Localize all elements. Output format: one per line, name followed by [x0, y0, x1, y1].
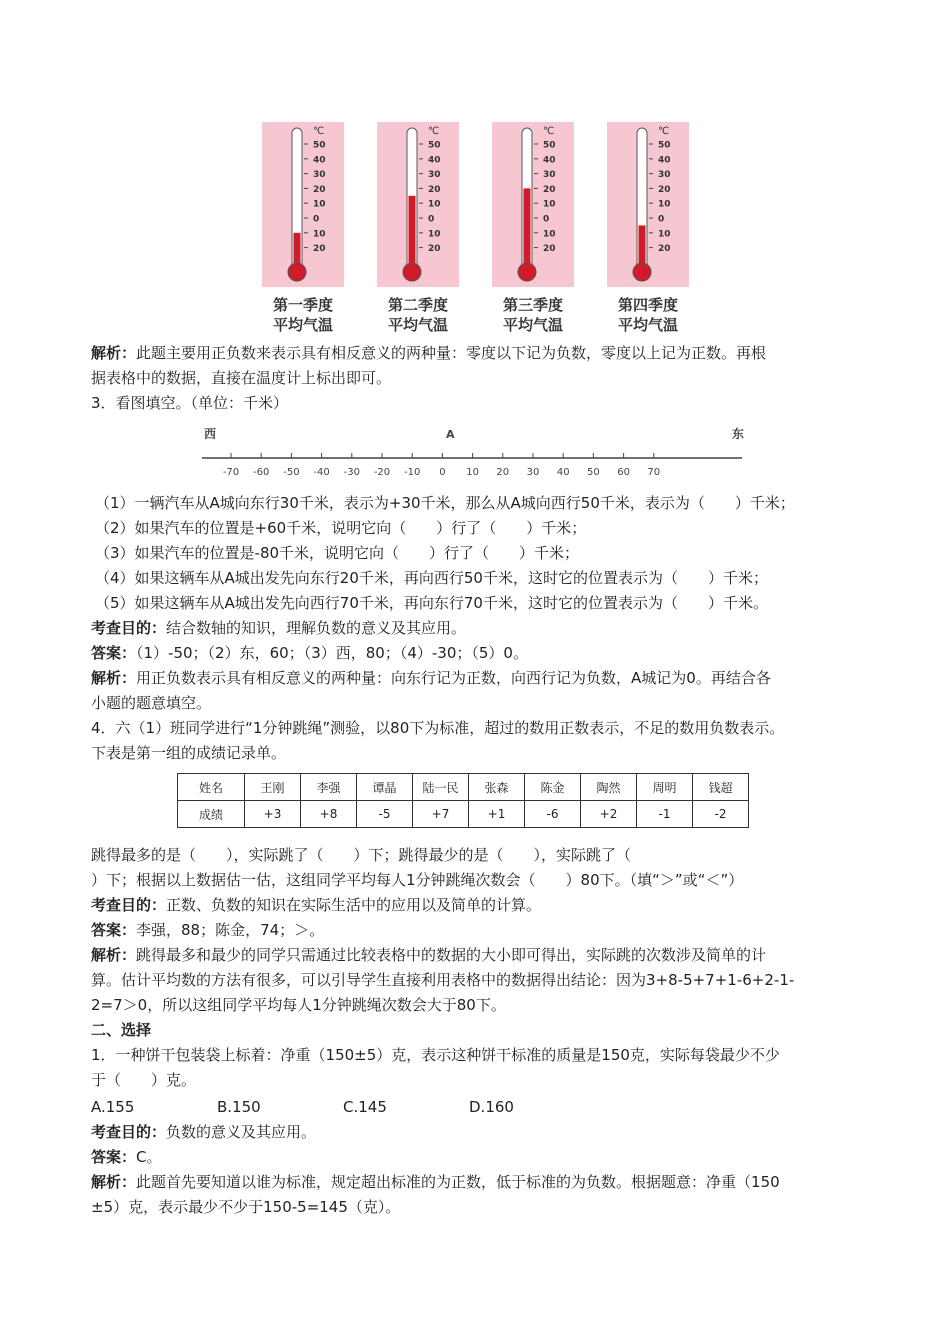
table-header-cell: 成绩: [178, 801, 245, 828]
label-answer: 答案：: [91, 644, 137, 662]
thermometer-tick-label: 0: [543, 214, 550, 225]
thermometer-tick-label: 20: [313, 184, 326, 195]
text: 用正负数表示具有相反意义的两种量：向东行记为正数，向西行记为负数，A城记为0。再结合各: [136, 669, 771, 687]
thermometer-tick-label: 40: [313, 155, 326, 166]
analysis-line: [91, 668, 771, 688]
number-line-tick-label: 0: [439, 467, 446, 478]
thermometer-unit: ℃: [313, 126, 325, 137]
question-3-5: （5）如果这辆车从A城出发先向西行70千米，再向东行70千米，这时它的位置表示为（ ）千米。: [95, 594, 768, 612]
text: C。: [136, 1148, 162, 1166]
label-analysis: 解析：: [91, 946, 137, 964]
text: （1）-50；（2）东，60；（3）西，80；（4）-30；（5）0。: [136, 644, 528, 662]
question-4-blank: 跳得最多的是（ ），实际跳了（ ）下；跳得最少的是（ ），实际跳了（: [91, 846, 632, 864]
question-4-blank: ）下；根据以上数据估一估，这组同学平均每人1分钟跳绳次数会（ ）80下。（填“＞”或“＜”）: [91, 871, 744, 889]
answer-line: [91, 920, 324, 940]
label-objective: 考查目的：: [91, 619, 167, 637]
thermometer-caption: 第二季度: [387, 296, 448, 314]
thermometer-tick-label: 20: [543, 244, 556, 255]
thermometer-tick-label: 50: [313, 140, 326, 151]
table-cell: +1: [469, 801, 525, 828]
thermometer-tick-label: 50: [658, 140, 671, 151]
question-3-title: 3．看图填空。（单位：千米）: [91, 394, 289, 412]
question-4: 4．六（1）班同学进行“1分钟跳绳”测验，以80下为标准，超过的数用正数表示，不足的数用负数表示。: [91, 719, 785, 737]
label-answer: 答案：: [91, 1148, 137, 1166]
text: 李强，88；陈金，74；＞。: [136, 921, 325, 939]
table-cell: +7: [413, 801, 469, 828]
thermometer-tick-label: 20: [313, 244, 326, 255]
text: 跳得最多和最少的同学只需通过比较表格中的数据的大小即可得出，实际跳的次数涉及简单的计: [136, 946, 767, 964]
thermometer-tick-label: 30: [658, 170, 671, 181]
thermometer-q1: [262, 122, 344, 335]
table-cell: 谭晶: [357, 774, 413, 801]
label-objective: 考查目的：: [91, 1123, 167, 1141]
score-table: [177, 773, 749, 828]
thermometer-tick-label: 30: [543, 170, 556, 181]
number-line-origin-label: A: [446, 428, 455, 441]
text: 正数、负数的知识在实际生活中的应用以及简单的计算。: [166, 896, 542, 914]
thermometer-drawing: [607, 122, 689, 287]
number-line-tick-label: -30: [343, 467, 360, 478]
number-line-east-label: 东: [732, 427, 745, 441]
thermometer-bulb: [403, 263, 421, 281]
number-line-tick-label: 70: [647, 467, 661, 478]
thermometer-caption: 平均气温: [502, 316, 563, 334]
text: 此题主要用正负数来表示具有相反意义的两种量：零度以下记为负数，零度以上记为正数。再根: [136, 344, 767, 362]
number-line-tick-label: -40: [313, 467, 330, 478]
thermometer-unit: ℃: [658, 126, 670, 137]
thermometer-mercury: [409, 196, 416, 270]
thermometer-tick-label: 20: [428, 184, 441, 195]
table-cell: 王刚: [245, 774, 301, 801]
analysis-line: 小题的题意填空。: [91, 694, 212, 712]
options-row: [91, 1097, 514, 1117]
table-row: [178, 801, 749, 828]
table-cell: -5: [357, 801, 413, 828]
thermometer-tick-label: 50: [543, 140, 556, 151]
number-line-tick-label: 50: [587, 467, 600, 478]
number-line-tick-label: 60: [617, 467, 630, 478]
thermometer-q3: [492, 122, 574, 335]
analysis-line: [91, 343, 766, 363]
thermometer-unit: ℃: [543, 126, 555, 137]
thermometer-tick-label: 10: [428, 199, 441, 210]
option-b: B.150: [217, 1098, 261, 1116]
number-line-ticks: [223, 453, 660, 478]
table-cell: +3: [245, 801, 301, 828]
label-analysis: 解析：: [91, 669, 137, 687]
table-cell: +8: [301, 801, 357, 828]
objective-line: [91, 1122, 316, 1142]
table-cell: 张森: [469, 774, 525, 801]
table-cell: 陶然: [581, 774, 637, 801]
question-3-4: （4）如果这辆车从A城出发先向东行20千米，再向西行50千米，这时它的位置表示为（ ）千米；: [95, 569, 768, 587]
thermometer-tick-label: 0: [658, 214, 665, 225]
label-analysis: 解析：: [91, 344, 137, 362]
thermometer-caption: 第三季度: [502, 296, 563, 314]
answer-line: [91, 643, 528, 663]
number-line-tick-label: -10: [404, 467, 421, 478]
number-line: [200, 425, 750, 480]
table-row: [178, 774, 749, 801]
thermometer-q2: [377, 122, 459, 335]
table-cell: 陆一民: [413, 774, 469, 801]
thermometer-unit: ℃: [428, 126, 440, 137]
table-cell: 钱超: [693, 774, 749, 801]
section-title: 二、选择: [91, 1021, 152, 1039]
table-cell: 陈金: [525, 774, 581, 801]
analysis-line: ±5）克，表示最少不少于150-5=145（克）。: [91, 1198, 401, 1216]
analysis-line: [91, 1172, 780, 1192]
thermometer-tick-label: 10: [313, 199, 326, 210]
thermometer-tick-label: 10: [313, 229, 326, 240]
option-c: C.145: [343, 1098, 387, 1116]
number-line-tick-label: 40: [556, 467, 570, 478]
analysis-line: 2=7＞0，所以这组同学平均每人1分钟跳绳次数会大于80下。: [91, 996, 506, 1014]
thermometer-tick-label: 20: [658, 244, 671, 255]
table-cell: 周明: [637, 774, 693, 801]
number-line-tick-label: -20: [373, 467, 391, 478]
thermometer-bulb: [288, 263, 306, 281]
thermometer-caption: 平均气温: [272, 316, 333, 334]
thermometer-tick-label: 10: [658, 199, 671, 210]
choice-question-1: 于（ ）克。: [91, 1071, 197, 1089]
section-heading: [91, 1020, 151, 1040]
question-3-3: （3）如果汽车的位置是-80千米，说明它向（ ）行了（ ）千米；: [95, 544, 580, 562]
number-line-tick-label: -70: [222, 467, 240, 478]
table-cell: -6: [525, 801, 581, 828]
text: 负数的意义及其应用。: [166, 1123, 317, 1141]
question-3-1: （1）一辆汽车从A城向东行30千米，表示为+30千米，那么从A城向西行50千米，表示为（ ）千米；: [95, 494, 795, 512]
question-4: 下表是第一组的成绩记录单。: [91, 744, 287, 762]
thermometer-bulb: [518, 263, 536, 281]
thermometer-tick-label: 10: [658, 229, 671, 240]
choice-question-1: 1．一种饼干包装袋上标着：净重（150±5）克，表示这种饼干标准的质量是150克，实际每袋最少不少: [91, 1046, 780, 1064]
number-line-tick-label: -60: [253, 467, 270, 478]
thermometer-tick-label: 30: [428, 170, 441, 181]
table-cell: +2: [581, 801, 637, 828]
text: 此题首先要知道以谁为标准，规定超出标准的为正数，低于标准的为负数。根据题意：净重（150: [136, 1173, 780, 1191]
text: 结合数轴的知识，理解负数的意义及其应用。: [166, 619, 467, 637]
thermometer-tick-label: 40: [543, 155, 556, 166]
thermometer-tick-label: 10: [543, 229, 556, 240]
option-d: D.160: [469, 1098, 514, 1116]
analysis-line: 据表格中的数据，直接在温度计上标出即可。: [91, 369, 392, 387]
thermometer-figure: [262, 122, 692, 337]
thermometer-caption: 平均气温: [617, 316, 678, 334]
analysis-line: [91, 945, 766, 965]
thermometer-caption: 第四季度: [617, 296, 678, 314]
number-line-tick-label: 30: [526, 467, 540, 478]
thermometer-tick-label: 10: [543, 199, 556, 210]
objective-line: [91, 618, 466, 638]
thermometer-tick-label: 0: [428, 214, 435, 225]
table-cell: -1: [637, 801, 693, 828]
analysis-line: 算。估计平均数的方法有很多，可以引导学生直接利用表格中的数据得出结论：因为3+8-5+7+1-6+2-1-: [91, 971, 795, 989]
thermometer-tick-label: 20: [658, 184, 671, 195]
number-line-west-label: 西: [204, 427, 217, 441]
number-line-tick-label: 20: [496, 467, 510, 478]
thermometer-tick-label: 0: [313, 214, 320, 225]
thermometer-tick-label: 20: [428, 244, 441, 255]
question-3-2: （2）如果汽车的位置是+60千米，说明它向（ ）行了（ ）千米；: [95, 519, 587, 537]
table-cell: 李强: [301, 774, 357, 801]
table-cell: -2: [693, 801, 749, 828]
number-line-tick-label: -50: [283, 467, 300, 478]
label-objective: 考查目的：: [91, 896, 167, 914]
thermometer-caption: 平均气温: [387, 316, 448, 334]
thermometer-tick-label: 10: [428, 229, 441, 240]
label-answer: 答案：: [91, 921, 137, 939]
objective-line: [91, 895, 541, 915]
thermometer-q4: [607, 122, 689, 335]
thermometer-drawing: [262, 122, 344, 287]
thermometer-mercury: [524, 188, 531, 270]
thermometer-drawing: [377, 122, 459, 287]
thermometer-tick-label: 50: [428, 140, 441, 151]
thermometer-drawing: [492, 122, 574, 287]
thermometer-tick-label: 40: [658, 155, 671, 166]
thermometer-bulb: [633, 263, 651, 281]
thermometer-caption: 第一季度: [272, 296, 333, 314]
answer-line: [91, 1147, 162, 1167]
thermometer-tick-label: 20: [543, 184, 556, 195]
label-analysis: 解析：: [91, 1173, 137, 1191]
thermometer-tick-label: 40: [428, 155, 441, 166]
thermometer-tick-label: 30: [313, 170, 326, 181]
option-a: A.155: [91, 1098, 135, 1116]
table-header-cell: 姓名: [178, 774, 245, 801]
number-line-tick-label: 10: [466, 467, 479, 478]
